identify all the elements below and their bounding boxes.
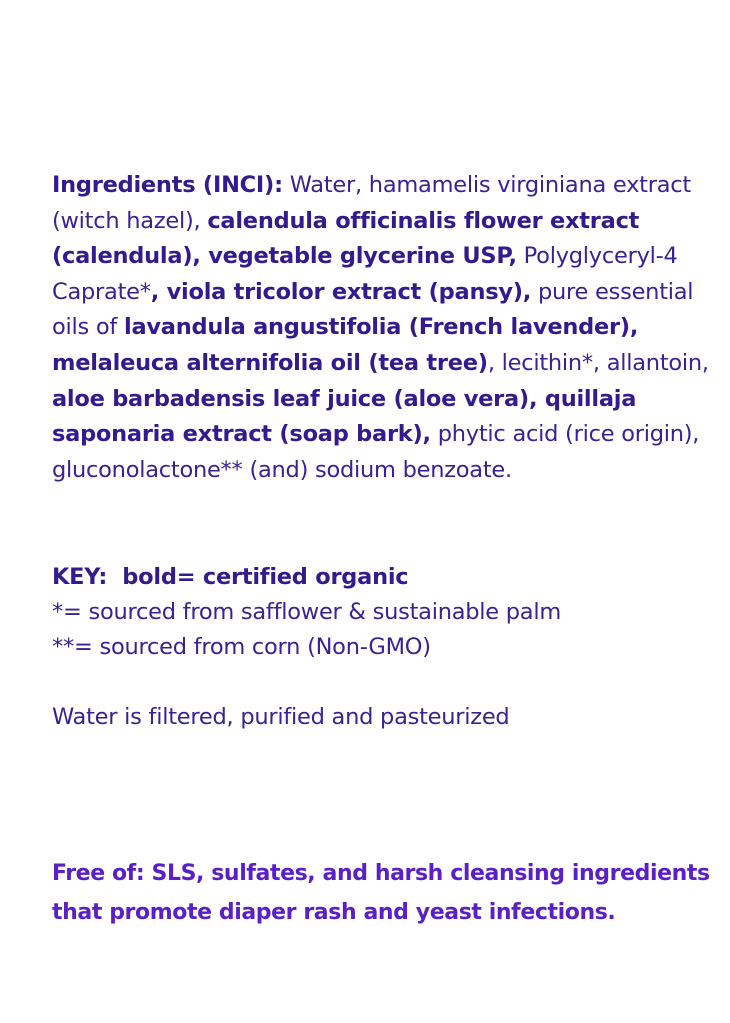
ingredient-organic-text: aloe barbadensis leaf juice (aloe vera), quillaja saponaria extract (soap bark), xyxy=(52,385,637,448)
free-of-line: Free of: SLS, sulfates, and harsh cleansing ingredients xyxy=(52,861,710,886)
ingredient-organic-text: , viola tricolor extract (pansy), xyxy=(150,278,532,305)
ingredient-organic-text: calendula officinalis flower extract (calendula), vegetable glycerine USP, xyxy=(52,207,640,270)
ingredient-organic-text: lavandula angustifolia (French lavender), melaleuca alternifolia oil (tea tree) xyxy=(52,314,639,376)
ingredients-paragraph xyxy=(52,168,712,488)
ingredient-text: Polyglyceryl-4 Caprate* xyxy=(52,243,678,305)
water-note: Water is filtered, purified and pasteurized xyxy=(52,704,510,730)
free-of-statement xyxy=(52,854,722,932)
ingredient-text: Water, hamamelis virginiana extract (witch hazel), xyxy=(52,172,691,234)
key-title: KEY: bold= certified organic xyxy=(52,564,409,590)
ingredient-text: , lecithin*, allantoin, xyxy=(487,349,709,376)
key-line-safflower: *= sourced from safflower & sustainable palm xyxy=(52,599,562,625)
ingredients-label: Ingredients (INCI): xyxy=(52,172,283,198)
key-line-corn: **= sourced from corn (Non-GMO) xyxy=(52,634,431,660)
ingredient-text: pure essential oils of xyxy=(52,278,694,341)
ingredient-text: phytic acid (rice origin), gluconolactone** (and) sodium benzoate. xyxy=(52,421,700,483)
free-of-line: that promote diaper rash and yeast infections. xyxy=(52,900,616,925)
key-legend xyxy=(52,560,712,665)
